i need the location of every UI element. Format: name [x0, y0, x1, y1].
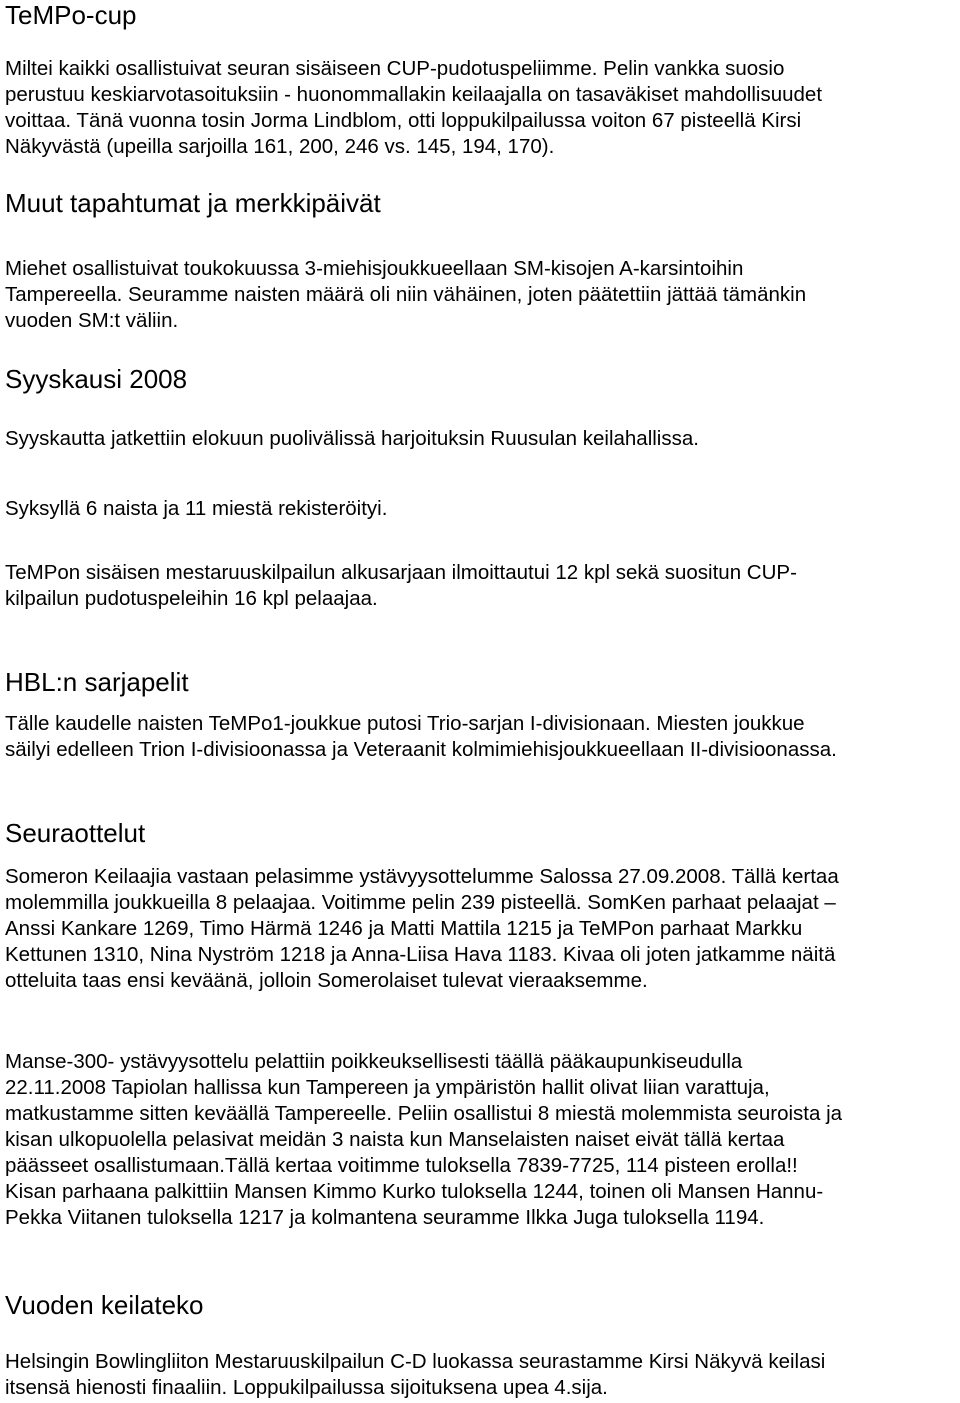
paragraph-seuraottelut-2	[5, 1049, 842, 1231]
text-line: Miltei kaikki osallistuivat seuran sisäiseen CUP-pudotuspeliimme. Pelin vankka suosio	[5, 57, 785, 80]
paragraph-tempo-cup	[5, 56, 822, 160]
paragraph-hbl-sarjapelit	[5, 711, 837, 763]
text-line: TeMPon sisäisen mestaruuskilpailun alkusarjaan ilmoittautui 12 kpl sekä suositun CUP-	[5, 561, 797, 584]
text-line: kisan ulkopuolella pelasivat meidän 3 naista kun Manselaisten naiset eivät tällä kertaa	[5, 1128, 785, 1151]
paragraph-muut-tapahtumat	[5, 256, 806, 334]
heading-seuraottelut: Seuraottelut	[5, 818, 146, 848]
text-line: kilpailun pudotuspeleihin 16 kpl pelaajaa.	[5, 587, 378, 610]
text-line: perustuu keskiarvotasoituksiin - huonommallakin keilaajalla on tasaväkiset mahdollisuudet	[5, 83, 823, 106]
text-line: 22.11.2008 Tapiolan hallissa kun Tampereen ja ympäristön hallit olivat liian varattuja,	[5, 1076, 770, 1099]
text-line: Pekka Viitanen tuloksella 1217 ja kolmantena seuramme Ilkka Juga tuloksella 1194.	[5, 1206, 765, 1229]
heading-hbl-sarjapelit: HBL:n sarjapelit	[5, 667, 189, 697]
text-line: Tälle kaudelle naisten TeMPo1-joukkue putosi Trio-sarjan I-divisionaan. Miesten joukkue	[5, 712, 805, 735]
paragraph-syyskausi-2	[5, 496, 387, 522]
text-line: Kisan parhaana palkittiin Mansen Kimmo Kurko tuloksella 1244, toinen oli Mansen Hannu-	[5, 1180, 824, 1203]
text-line: Näkyvästä (upeilla sarjoilla 161, 200, 246 vs. 145, 194, 170).	[5, 135, 555, 158]
text-line: Anssi Kankare 1269, Timo Härmä 1246 ja Matti Mattila 1215 ja TeMPon parhaat Markku	[5, 917, 803, 940]
text-line: Manse-300- ystävyysottelu pelattiin poikkeuksellisesti täällä pääkaupunkiseudulla	[5, 1050, 743, 1073]
text-line: Syyskautta jatkettiin elokuun puolivälissä harjoituksin Ruusulan keilahallissa.	[5, 427, 699, 450]
paragraph-syyskausi-3	[5, 560, 797, 612]
text-line: vuoden SM:t väliin.	[5, 309, 179, 332]
text-line: Helsingin Bowlingliiton Mestaruuskilpailun C-D luokassa seurastamme Kirsi Näkyvä keilasi	[5, 1350, 826, 1373]
text-line: Kettunen 1310, Nina Nyström 1218 ja Anna-Liisa Hava 1183. Kivaa oli joten jatkamme näitä	[5, 943, 836, 966]
text-line: itsensä hienosti finaaliin. Loppukilpailussa sijoituksena upea 4.sija.	[5, 1376, 608, 1399]
heading-tempo-cup: TeMPo-cup	[5, 0, 137, 30]
heading-muut-tapahtumat: Muut tapahtumat ja merkkipäivät	[5, 188, 381, 218]
text-line: päässeet osallistumaan.Tällä kertaa voitimme tuloksella 7839-7725, 114 pisteen erolla!!	[5, 1154, 798, 1177]
text-line: otteluita taas ensi keväänä, jolloin Somerolaiset tulevat vieraaksemme.	[5, 969, 648, 992]
paragraph-vuoden-keilateko	[5, 1349, 825, 1401]
heading-syyskausi: Syyskausi 2008	[5, 364, 188, 394]
text-line: matkustamme sitten keväällä Tampereelle. Peliin osallistui 8 miestä molemmista seuroista ja	[5, 1102, 843, 1125]
paragraph-syyskausi-1	[5, 426, 699, 452]
paragraph-seuraottelut-1	[5, 864, 839, 994]
text-line: Miehet osallistuivat toukokuussa 3-miehisjoukkueellaan SM-kisojen A-karsintoihin	[5, 257, 744, 280]
text-line: säilyi edelleen Trion I-divisioonassa ja Veteraanit kolmimiehisjoukkueellaan II-divisioonassa.	[5, 738, 837, 761]
text-line: voittaa. Tänä vuonna tosin Jorma Lindblom, otti loppukilpailussa voiton 67 pisteellä Kirsi	[5, 109, 802, 132]
text-line: Someron Keilaajia vastaan pelasimme ystävyysottelumme Salossa 27.09.2008. Tällä kertaa	[5, 865, 839, 888]
text-line: molemmilla joukkueilla 8 pelaajaa. Voitimme pelin 239 pisteellä. SomKen parhaat pelaajat –	[5, 891, 836, 914]
text-line: Syksyllä 6 naista ja 11 miestä rekisteröityi.	[5, 497, 388, 520]
text-line: Tampereella. Seuramme naisten määrä oli niin vähäinen, joten päätettiin jättää tämänkin	[5, 283, 807, 306]
heading-vuoden-keilateko: Vuoden keilateko	[5, 1290, 204, 1320]
